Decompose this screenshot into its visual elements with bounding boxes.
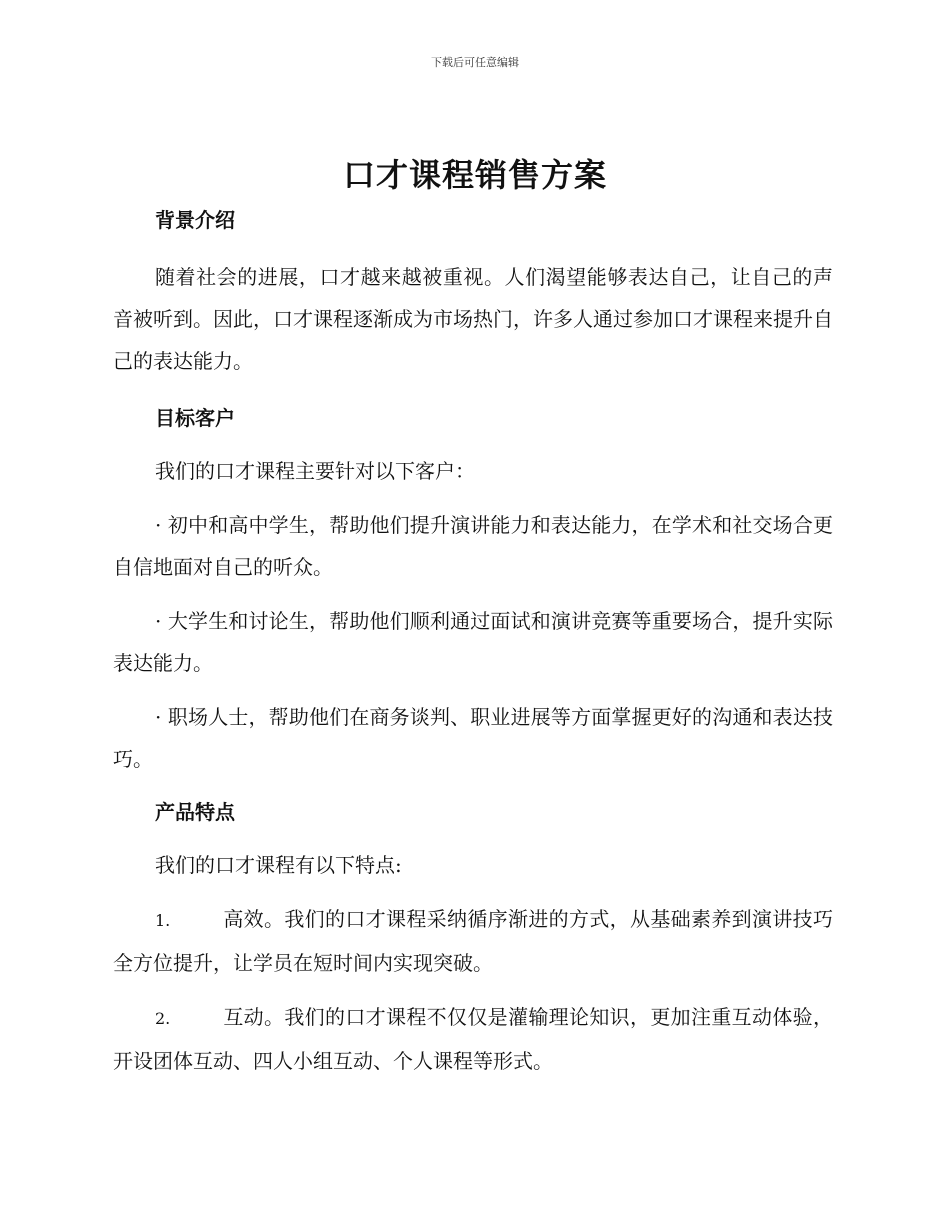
feature-item-number: 1. — [155, 911, 171, 930]
feature-item-text: 高效。我们的口才课程采纳循序渐进的方式，从基础素养到演讲技巧全方位提升，让学员在短时间内实现突破。 — [113, 907, 833, 975]
target-item: · 初中和高中学生，帮助他们提升演讲能力和表达能力，在学术和社交场合更自信地面对自己的听众。 — [113, 513, 833, 579]
document-title: 口才课程销售方案 — [342, 156, 607, 194]
document-body — [113, 200, 833, 1082]
feature-item-number: 2. — [155, 1009, 171, 1028]
feature-item-text: 互动。我们的口才课程不仅仅是灌输理论知识，更加注重互动体验，开设团体互动、四人小组互动、个人课程等形式。 — [113, 1005, 833, 1073]
page-header-note: 下载后可任意编辑 — [431, 56, 519, 69]
feature-item — [113, 996, 833, 1082]
background-paragraph: 随着社会的进展，口才越来越被重视。人们渴望能够表达自己，让自己的声音被听到。因此，口才课程逐渐成为市场热门，许多人通过参加口才课程来提升自己的表达能力。 — [113, 265, 833, 373]
features-intro: 我们的口才课程有以下特点: — [155, 853, 402, 877]
feature-item — [113, 898, 833, 984]
target-item: · 职场人士，帮助他们在商务谈判、职业进展等方面掌握更好的沟通和表达技巧。 — [113, 705, 833, 771]
section-heading-target: 目标客户 — [155, 406, 235, 430]
target-intro: 我们的口才课程主要针对以下客户： — [155, 459, 475, 483]
section-heading-features: 产品特点 — [155, 800, 235, 824]
target-item: · 大学生和讨论生，帮助他们顺利通过面试和演讲竞赛等重要场合，提升实际表达能力。 — [113, 609, 833, 675]
section-heading-background: 背景介绍 — [155, 208, 235, 232]
